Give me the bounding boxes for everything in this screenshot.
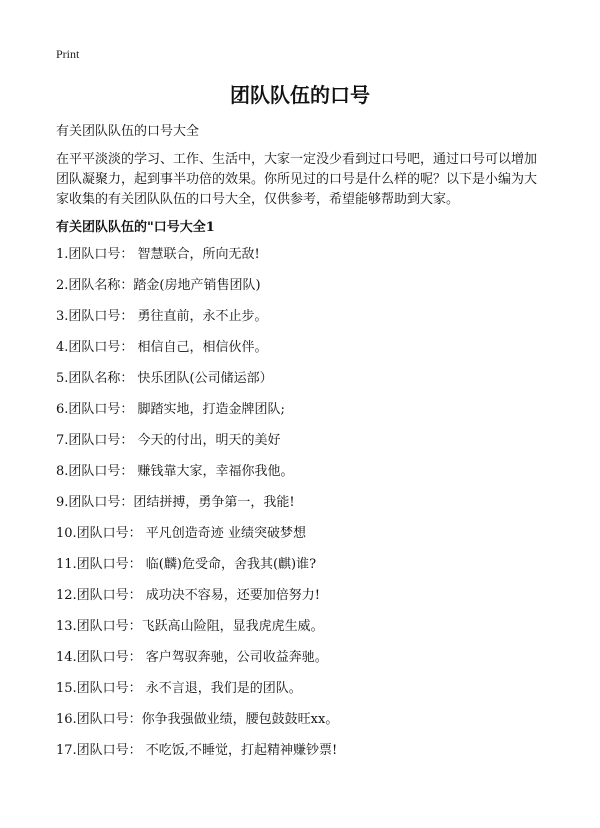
subtitle: 有关团队队伍的口号大全 (56, 124, 200, 139)
slogan-item: 16.团队口号：你争我强做业绩，腰包鼓鼓旺xx。 (56, 712, 339, 727)
slogan-item: 1.团队口号： 智慧联合，所向无敌! (56, 247, 260, 262)
slogan-item: 9.团队口号：团结拼搏，勇争第一，我能! (56, 495, 295, 510)
slogan-item: 7.团队口号： 今天的付出，明天的美好 (56, 433, 281, 448)
slogan-item: 17.团队口号： 不吃饭,不睡觉，打起精神赚钞票! (56, 743, 338, 758)
slogan-item: 2.团队名称：踏金(房地产销售团队) (56, 278, 261, 293)
print-link[interactable]: Print (56, 47, 80, 61)
slogan-item: 10.团队口号： 平凡创造奇迹 业绩突破梦想 (56, 526, 306, 541)
slogan-item: 6.团队口号： 脚踏实地，打造金牌团队; (56, 402, 285, 417)
section-heading: 有关团队队伍的"口号大全1 (56, 220, 215, 235)
slogan-list (56, 245, 556, 772)
slogan-item: 11.团队口号： 临(麟)危受命，舍我其(麒)谁? (56, 557, 317, 572)
slogan-item: 13.团队口号：飞跃高山险阻，显我虎虎生威。 (56, 619, 324, 634)
slogan-item: 12.团队口号： 成功决不容易，还要加倍努力! (56, 588, 321, 603)
slogan-item: 3.团队口号： 勇往直前，永不止步。 (56, 309, 268, 324)
slogan-item: 14.团队口号： 客户驾驭奔驰，公司收益奔驰。 (56, 650, 328, 665)
slogan-item: 5.团队名称： 快乐团队(公司储运部） (56, 371, 273, 386)
slogan-item: 4.团队口号： 相信自己，相信伙伴。 (56, 340, 268, 355)
slogan-item: 15.团队口号： 永不言退，我们是的团队。 (56, 681, 302, 696)
slogan-item: 8.团队口号： 赚钱靠大家，幸福你我他。 (56, 464, 294, 479)
page-title: 团队队伍的口号 (230, 83, 370, 107)
intro-paragraph: 在平平淡淡的学习、工作、生活中，大家一定没少看到过口号吧，通过口号可以增加团队凝聚力，起到事半功倍的效果。你所见过的口号是什么样的呢？以下是小编为大家收集的有关团队队伍的口号大全，仅供参考，希望能够帮助到大家。 (56, 152, 538, 207)
